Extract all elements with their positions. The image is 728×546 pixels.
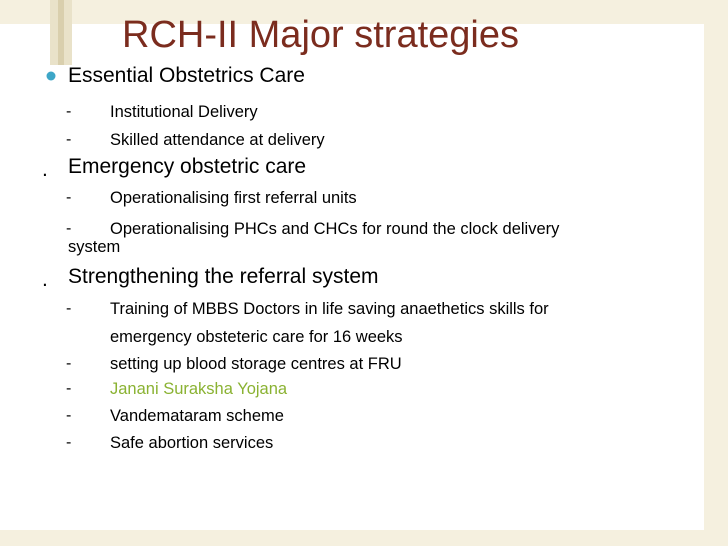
list-item: setting up blood storage centres at FRU	[110, 355, 402, 373]
slide-border-right	[704, 0, 728, 546]
dash-marker: -	[66, 220, 72, 237]
section-title: Essential Obstetrics Care	[68, 64, 305, 87]
list-item: Skilled attendance at delivery	[110, 131, 325, 149]
list-item: Institutional Delivery	[110, 103, 258, 121]
list-item-continuation: emergency obsteteric care for 16 weeks	[110, 328, 403, 346]
dash-marker: -	[66, 300, 72, 317]
section-title: Strengthening the referral system	[68, 265, 379, 288]
title-decoration-stripe	[58, 0, 64, 65]
section-title: Emergency obstetric care	[68, 155, 307, 178]
dash-marker: -	[66, 407, 72, 424]
dot-bullet: .	[42, 268, 48, 291]
dash-marker: -	[66, 355, 72, 372]
dash-marker: -	[66, 131, 72, 148]
list-item: Operationalising PHCs and CHCs for round the clock delivery	[110, 220, 560, 238]
round-bullet-icon	[46, 68, 56, 84]
list-item-continuation: system	[68, 238, 121, 256]
list-item: Operationalising first referral units	[110, 189, 357, 207]
slide-border-bottom	[0, 530, 728, 546]
dot-bullet: .	[42, 158, 48, 181]
janani-suraksha-yojana-link[interactable]: Janani Suraksha Yojana	[110, 380, 288, 398]
dash-marker: -	[66, 434, 72, 451]
list-item: Vandemataram scheme	[110, 407, 284, 425]
dash-marker: -	[66, 189, 72, 206]
dash-marker: -	[66, 103, 72, 120]
dash-marker: -	[66, 380, 72, 397]
slide-title: RCH-II Major strategies	[122, 14, 519, 56]
list-item: Safe abortion services	[110, 434, 274, 452]
list-item: Training of MBBS Doctors in life saving anaethetics skills for	[110, 300, 549, 318]
